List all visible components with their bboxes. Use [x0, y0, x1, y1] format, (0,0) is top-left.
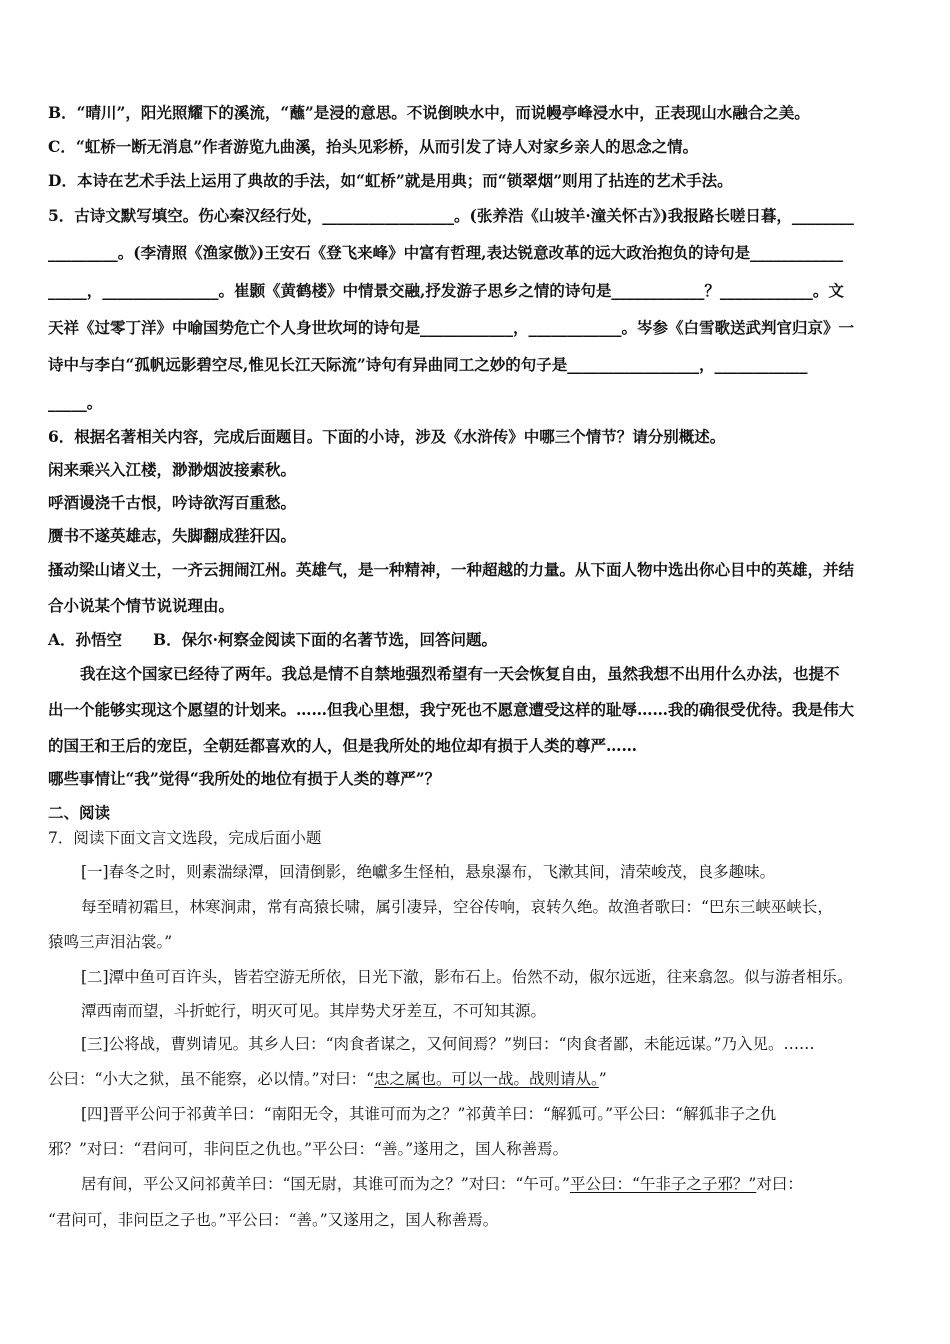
q6-question: 6．根据名著相关内容，完成后面题目。下面的小诗，涉及《水浒传》中哪三个情节？请分别概述。	[48, 427, 726, 446]
passage-3-line-1: [三]公将战，曹刿请见。其乡人曰：“肉食者谋之，又何间焉？”刿曰：“肉食者鄙，未能远谋。”乃入见。……	[81, 1035, 815, 1053]
excerpt-question: 哪些事情让“我”觉得“我所处的地位有损于人类的尊严”？	[48, 769, 441, 788]
hero-prompt-line-2: 合小说某个情节说说理由。	[48, 596, 235, 615]
section-title: 二、阅读	[48, 803, 111, 822]
passage-1-line-1: [一]春冬之时，则素湍绿潭，回清倒影，绝巘多生怪柏，悬泉瀑布，飞漱其间，清荣峻茂，良多趣味。	[81, 863, 776, 881]
q4-option-d: D．本诗在艺术手法上运用了典故的手法，如“虹桥”就是用典；而“锁翠烟”则用了拈连的艺术手法。	[48, 171, 733, 190]
passage-2-line-1: [二]潭中鱼可百许头，皆若空游无所依，日光下澈，影布石上。佁然不动，俶尔远逝，往来翕忽。似与游者相乐。	[81, 968, 853, 986]
underlined-sentence: 忠之属也。可以一战。战则请从。	[374, 1070, 599, 1088]
excerpt-line-1: 我在这个国家已经待了两年。我总是情不自禁地强烈希望有一天会恢复自由，虽然我想不出用什么办法，也提不	[80, 664, 840, 683]
q5-line-2: _________。(李清照《渔家傲》)王安石《登飞来峰》中富有哲理,表达锐意改革的远大政治抱负的诗句是____________	[48, 243, 844, 262]
hero-prompt: 英雄气，是一种精神，一种超越的力量。从下面人物中选出你心目中的英雄，并结	[296, 560, 855, 579]
passage-1-line-2: 每至晴初霜旦，林寒涧肃，常有高猿长啸，属引凄异，空谷传响，哀转久绝。故渔者歌曰：“巴东三峡巫峡长，	[81, 898, 833, 916]
passage-4-line-3	[81, 1174, 803, 1194]
underlined-question: 平公曰：“午非子之子邪？”	[569, 1175, 757, 1193]
q5-line-6: _____。	[48, 393, 103, 412]
q4-option-c: C．“虹桥一断无消息”作者游览九曲溪，抬头见彩桥，从而引发了诗人对家乡亲人的思念之情。	[48, 137, 699, 156]
excerpt-line-3: 的国王和王后的宠臣，全朝廷都喜欢的人，但是我所处的地位却有损于人类的尊严……	[48, 736, 638, 755]
q5-line-5: 诗中与李白“孤帆远影碧空尽,惟见长江天际流”诗句有异曲同工之妙的句子是_________________，____________	[48, 355, 808, 374]
q5-line-3: _____，_______________。崔颢《黄鹤楼》中情景交融,抒发游子思乡之情的诗句是____________？____________。文	[48, 281, 844, 300]
excerpt-line-2: 出一个能够实现这个愿望的计划来。……但我心里想，我宁死也不愿意遭受这样的耻辱……我的确很受优待。我是伟大	[48, 700, 855, 719]
closing-quote: ”	[598, 1070, 607, 1088]
passage-3-text: 公曰：“小大之狱，虽不能察，必以情。”对曰：“	[48, 1070, 375, 1088]
passage-1-line-3: 猿鸣三声泪沾裳。”	[48, 933, 173, 951]
q5-line-4: 天祥《过零丁洋》中喻国势危亡个人身世坎坷的诗句是____________，____________。岑参《白雪歌送武判官归京》一	[48, 318, 855, 337]
passage-4-text: 居有间，平公又问祁黄羊曰：“国无尉，其谁可而为之？”对曰：“午可。”	[81, 1175, 570, 1193]
q6-poem-line-1: 闲来乘兴入江楼，渺渺烟波接素秋。	[48, 460, 297, 479]
q4-option-b: B．“晴川”，阳光照耀下的溪流，“蘸”是浸的意思。不说倒映水中，而说幔亭峰浸水中，正表现山水融合之美。	[48, 103, 810, 122]
passage-4-line-2: 邪？”对曰：“君问可，非问臣之仇也。”平公曰：“善。”遂用之，国人称善焉。	[48, 1140, 569, 1158]
passage-2-line-2: 潭西南而望，斗折蛇行，明灭可见。其岸势犬牙差互，不可知其源。	[81, 1002, 547, 1020]
passage-3-line-2	[48, 1069, 607, 1089]
hero-options: A．孙悟空 B．保尔·柯察金阅读下面的名著节选，回答问题。	[48, 630, 498, 649]
q6-poem-line-3: 赝书不遂英雄志，失脚翻成狴犴囚。	[48, 526, 297, 545]
q6-poem-line-4: 搔动梁山诸义士，一齐云拥闹江州。	[48, 560, 297, 579]
q6-poem-line-2: 呼酒谩浇千古恨，吟诗欲泻百重愁。	[48, 493, 297, 512]
passage-4-reply: 对曰：	[756, 1175, 803, 1193]
q7-title: 7．阅读下面文言文选段，完成后面小题	[48, 829, 322, 847]
passage-4-line-4: “君问可，非问臣之子也。”平公曰：“善。”又遂用之，国人称善焉。	[48, 1211, 499, 1229]
q5-line-1: 5．古诗文默写填空。伤心秦汉经行处，_________________。(张养浩《山坡羊·潼关怀古》)我报路长嗟日暮，________	[48, 206, 854, 225]
passage-4-line-1: [四]晋平公问于祁黄羊曰：“南阳无令，其谁可而为之？”祁黄羊曰：“解狐可。”平公曰：“解狐非子之仇	[81, 1105, 776, 1123]
q6-poem-line-4-and-prompt	[48, 560, 854, 580]
